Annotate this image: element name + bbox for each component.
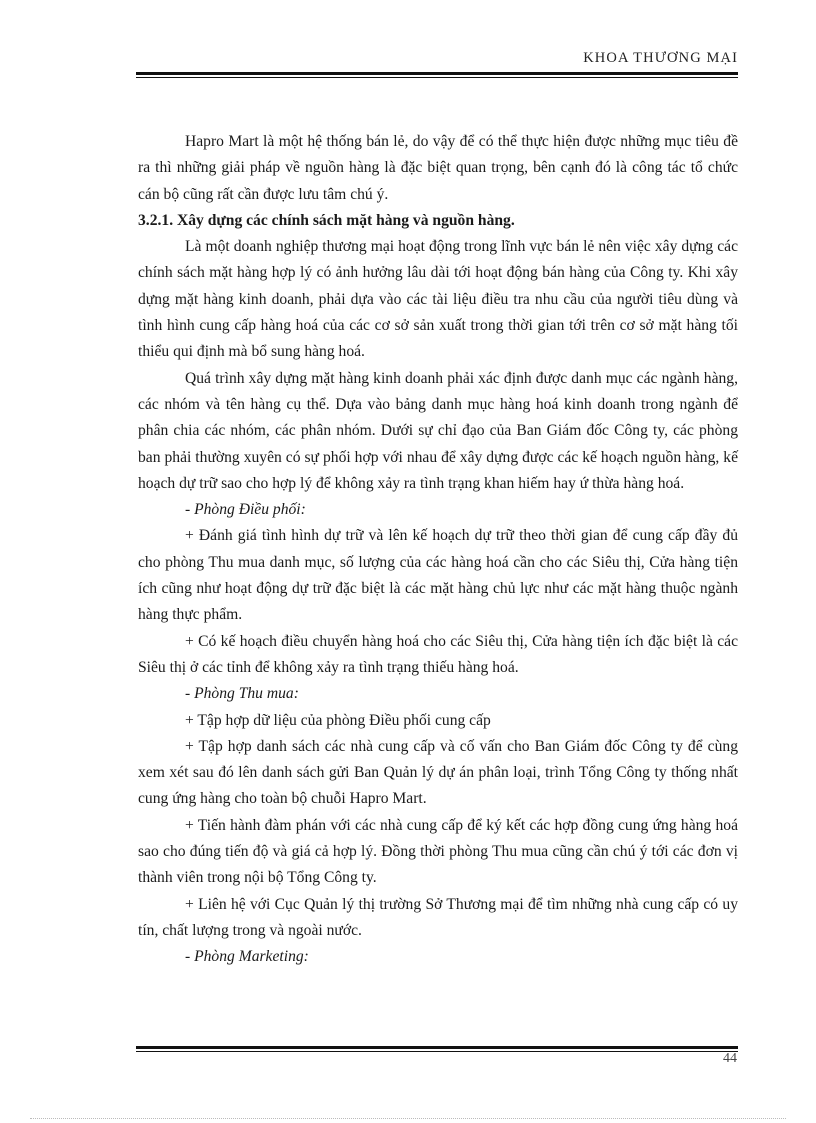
intro-paragraph: Hapro Mart là một hệ thống bán lẻ, do vậy để có thể thực hiện được những mục tiêu đề ra thì những giải pháp về nguồn hàng là đặc biệt quan trọng, bên cạnh đó là công tác tổ chức cán bộ cũng rất cần được lưu tâm chú ý. (138, 133, 738, 203)
section-heading: 3.2.1. Xây dựng các chính sách mặt hàng và nguồn hàng. (138, 211, 515, 229)
page-number: 44 (723, 1051, 737, 1066)
document-body (138, 129, 738, 971)
dept-dieu-phoi-item-2: + Có kế hoạch điều chuyển hàng hoá cho các Siêu thị, Cửa hàng tiện ích đặc biệt là các Siêu thị ở các tỉnh để không xảy ra tình trạng thiếu hàng hoá. (138, 632, 738, 676)
dept-thu-mua-item-2: + Tập hợp danh sách các nhà cung cấp và cố vấn cho Ban Giám đốc Công ty để cùng xem xét sau đó lên danh sách gửi Ban Quản lý dự án phân loại, trình Tổng Công ty thống nhất cung ứng hàng cho toàn bộ chuỗi Hapro Mart. (138, 737, 738, 808)
footer-rule-thick (136, 1046, 738, 1049)
dept-marketing-label: - Phòng Marketing: (185, 948, 309, 966)
dept-thu-mua-item-4: + Liên hệ với Cục Quản lý thị trường Sở Thương mại để tìm những nhà cung cấp có uy tín, chất lượng trong và ngoài nước. (138, 895, 738, 939)
footer-rule-thin (136, 1051, 738, 1052)
dept-thu-mua-label: - Phòng Thu mua: (185, 685, 299, 703)
paragraph-1: Là một doanh nghiệp thương mại hoạt động trong lĩnh vực bán lẻ nên việc xây dựng các chính sách mặt hàng hợp lý có ảnh hưởng lâu dài tới hoạt động bán hàng của Công ty. Khi xây dựng mặt hàng kinh doanh, phải dựa vào các tài liệu điều tra nhu cầu của người tiêu dùng và tình hình cung cấp hàng hoá của các cơ sở sản xuất trong thời gian tới trên cơ sở mặt hàng tối thiểu qui định mà bổ sung hàng hoá. (138, 238, 738, 361)
dept-thu-mua-item-3: + Tiến hành đàm phán với các nhà cung cấp để ký kết các hợp đồng cung ứng hàng hoá sao cho đúng tiến độ và giá cả hợp lý. Đồng thời phòng Thu mua cũng cần chú ý tới các đơn vị thành viên trong nội bộ Tổng Công ty. (138, 816, 738, 887)
dept-thu-mua-item-1: + Tập hợp dữ liệu của phòng Điều phối cung cấp (185, 711, 491, 729)
page-edge-divider (30, 1118, 786, 1119)
header-rule-thin (136, 77, 738, 78)
paragraph-2: Quá trình xây dựng mặt hàng kinh doanh phải xác định được danh mục các ngành hàng, các nhóm và tên hàng cụ thể. Dựa vào bảng danh mục hàng hoá kinh doanh trong ngành để phân chia các nhóm, các phân nhóm. Dưới sự chỉ đạo của Ban Giám đốc Công ty, các phòng ban phải thường xuyên có sự phối hợp với nhau để xây dựng được các kế hoạch nguồn hàng, kế hoạch dự trữ sao cho hợp lý để không xảy ra tình trạng khan hiếm hay ứ thừa hàng hoá. (138, 369, 738, 492)
header-title: KHOA THƯƠNG MẠI (583, 50, 738, 66)
header-rule-thick (136, 72, 738, 75)
dept-dieu-phoi-item-1: + Đánh giá tình hình dự trữ và lên kế hoạch dự trữ theo thời gian để cung cấp đầy đủ cho phòng Thu mua danh mục, số lượng của các hàng hoá cần cho các Siêu thị, Cửa hàng tiện ích cũng như hoạt động dự trữ đặc biệt là các mặt hàng chủ lực như các mặt hàng thuộc ngành hàng thực phẩm. (138, 527, 738, 624)
dept-dieu-phoi-label: - Phòng Điều phối: (185, 501, 306, 519)
